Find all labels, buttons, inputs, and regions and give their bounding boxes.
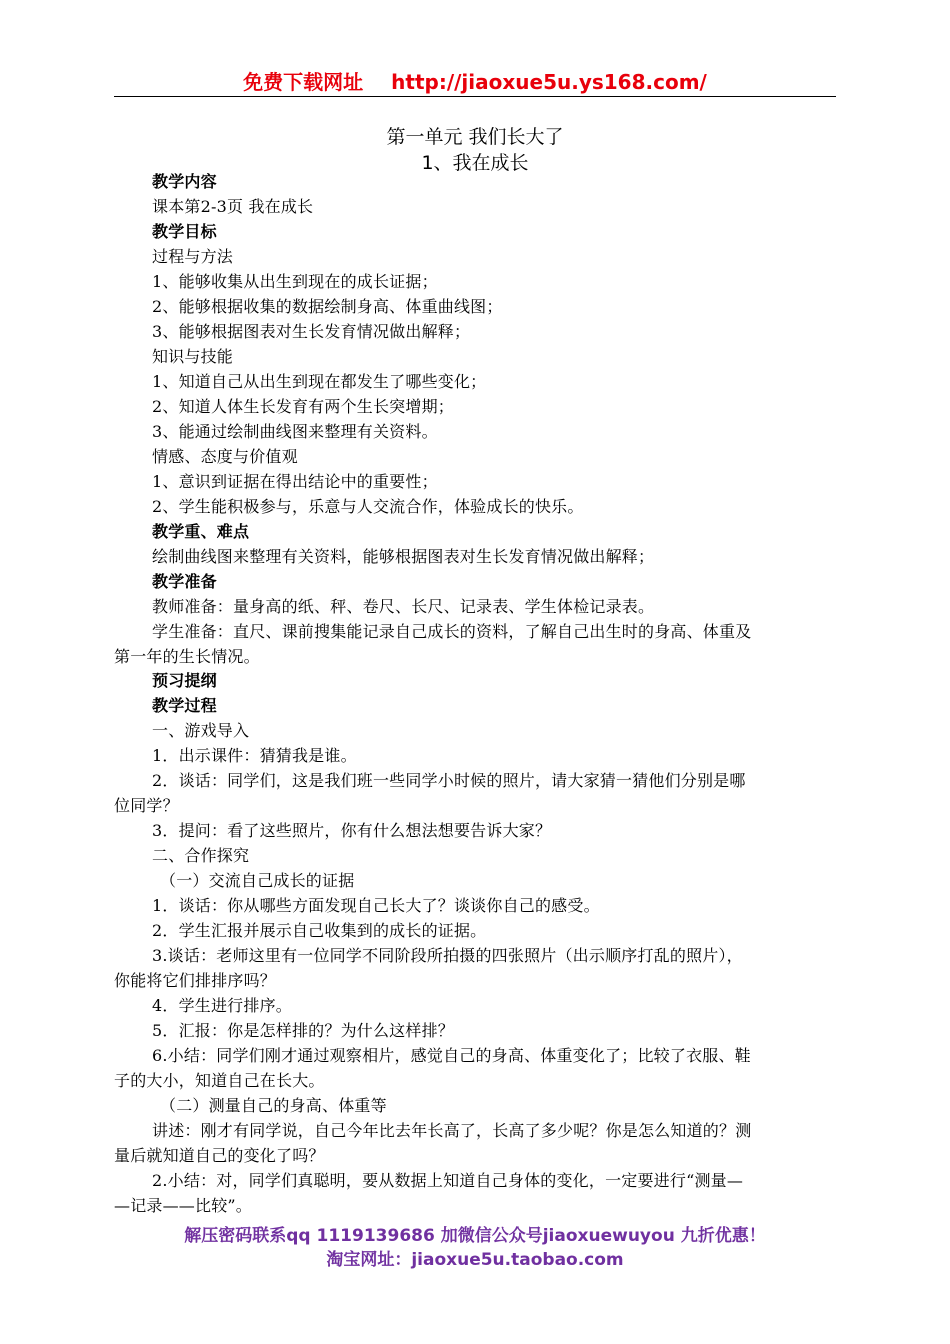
body-line: 第一年的生长情况。 bbox=[114, 647, 260, 666]
body-line: 6.小结：同学们刚才通过观察相片，感觉自己的身高、体重变化了；比较了衣服、鞋 bbox=[152, 1046, 751, 1065]
body-line: 二、合作探究 bbox=[152, 846, 250, 865]
body-line: 4．学生进行排序。 bbox=[152, 996, 292, 1015]
section-heading-key-points: 教学重、难点 bbox=[152, 522, 250, 541]
body-line: 子的大小，知道自己在长大。 bbox=[114, 1071, 325, 1090]
section-heading-content: 教学内容 bbox=[152, 172, 217, 191]
unit-title: 第一单元 我们长大了 bbox=[386, 126, 564, 148]
body-line: 讲述：刚才有同学说，自己今年比去年长高了，长高了多少呢？你是怎么知道的？测 bbox=[152, 1121, 752, 1140]
body-line: 位同学？ bbox=[114, 796, 179, 815]
body-line: 1、能够收集从出生到现在的成长证据； bbox=[152, 272, 438, 291]
body-line: 1、意识到证据在得出结论中的重要性； bbox=[152, 472, 438, 491]
body-line: 2．学生汇报并展示自己收集到的成长的证据。 bbox=[152, 921, 487, 940]
body-line: 情感、态度与价值观 bbox=[152, 447, 298, 466]
header-divider bbox=[114, 96, 836, 97]
body-line: 2.小结：对，同学们真聪明，要从数据上知道自己身体的变化，一定要进行“测量— bbox=[152, 1171, 744, 1190]
body-line: 2、学生能积极参与，乐意与人交流合作，体验成长的快乐。 bbox=[152, 497, 584, 516]
body-line: 一、游戏导入 bbox=[152, 721, 250, 740]
download-url-link[interactable]: http://jiaoxue5u.ys168.com/ bbox=[391, 70, 707, 94]
body-line: 3、能通过绘制曲线图来整理有关资料。 bbox=[152, 422, 438, 441]
lesson-title: 1、我在成长 bbox=[421, 152, 529, 174]
body-line: 3.谈话：老师这里有一位同学不同阶段所拍摄的四张照片（出示顺序打乱的照片）， bbox=[152, 946, 743, 965]
body-line: 课本第2-3页 我在成长 bbox=[152, 197, 314, 216]
body-line: 教师准备：量身高的纸、秤、卷尺、长尺、记录表、学生体检记录表。 bbox=[152, 597, 655, 616]
body-line: 知识与技能 bbox=[152, 347, 234, 366]
body-line: —记录——比较”。 bbox=[114, 1196, 252, 1215]
footer-taobao-link[interactable]: 淘宝网址：jiaoxue5u.taobao.com bbox=[326, 1250, 624, 1270]
section-heading-process: 教学过程 bbox=[152, 696, 217, 715]
body-line: （一）交流自己成长的证据 bbox=[160, 871, 355, 890]
body-line: 5．汇报：你是怎样排的？为什么这样排？ bbox=[152, 1021, 454, 1040]
body-line: 2．谈话：同学们，这是我们班一些同学小时候的照片，请大家猜一猜他们分别是哪 bbox=[152, 771, 746, 790]
section-heading-preview: 预习提纲 bbox=[152, 671, 217, 690]
body-line: 学生准备：直尺、课前搜集能记录自己成长的资料，了解自己出生时的身高、体重及 bbox=[152, 622, 752, 641]
body-line: 你能将它们排排序吗？ bbox=[114, 971, 277, 990]
body-line: 1．出示课件：猜猜我是谁。 bbox=[152, 746, 357, 765]
body-line: 2、知道人体生长发育有两个生长突增期； bbox=[152, 397, 454, 416]
body-line: 3、能够根据图表对生长发育情况做出解释； bbox=[152, 322, 471, 341]
body-line: 量后就知道自己的变化了吗？ bbox=[114, 1146, 325, 1165]
body-line: 过程与方法 bbox=[152, 247, 234, 266]
download-label: 免费下载网址 bbox=[243, 70, 364, 94]
body-line: 1、知道自己从出生到现在都发生了哪些变化； bbox=[152, 372, 487, 391]
body-line: （二）测量自己的身高、体重等 bbox=[160, 1096, 387, 1115]
footer-contact: 解压密码联系qq 1119139686 加微信公众号jiaoxuewuyou 九折优惠！ bbox=[184, 1226, 766, 1246]
download-header bbox=[0, 66, 950, 95]
body-line: 2、能够根据收集的数据绘制身高、体重曲线图； bbox=[152, 297, 503, 316]
body-line: 1．谈话：你从哪些方面发现自己长大了？谈谈你自己的感受。 bbox=[152, 896, 600, 915]
section-heading-preparation: 教学准备 bbox=[152, 572, 217, 591]
body-line: 3．提问：看了这些照片，你有什么想法想要告诉大家？ bbox=[152, 821, 552, 840]
section-heading-goals: 教学目标 bbox=[152, 222, 217, 241]
body-line: 绘制曲线图来整理有关资料，能够根据图表对生长发育情况做出解释； bbox=[152, 547, 655, 566]
